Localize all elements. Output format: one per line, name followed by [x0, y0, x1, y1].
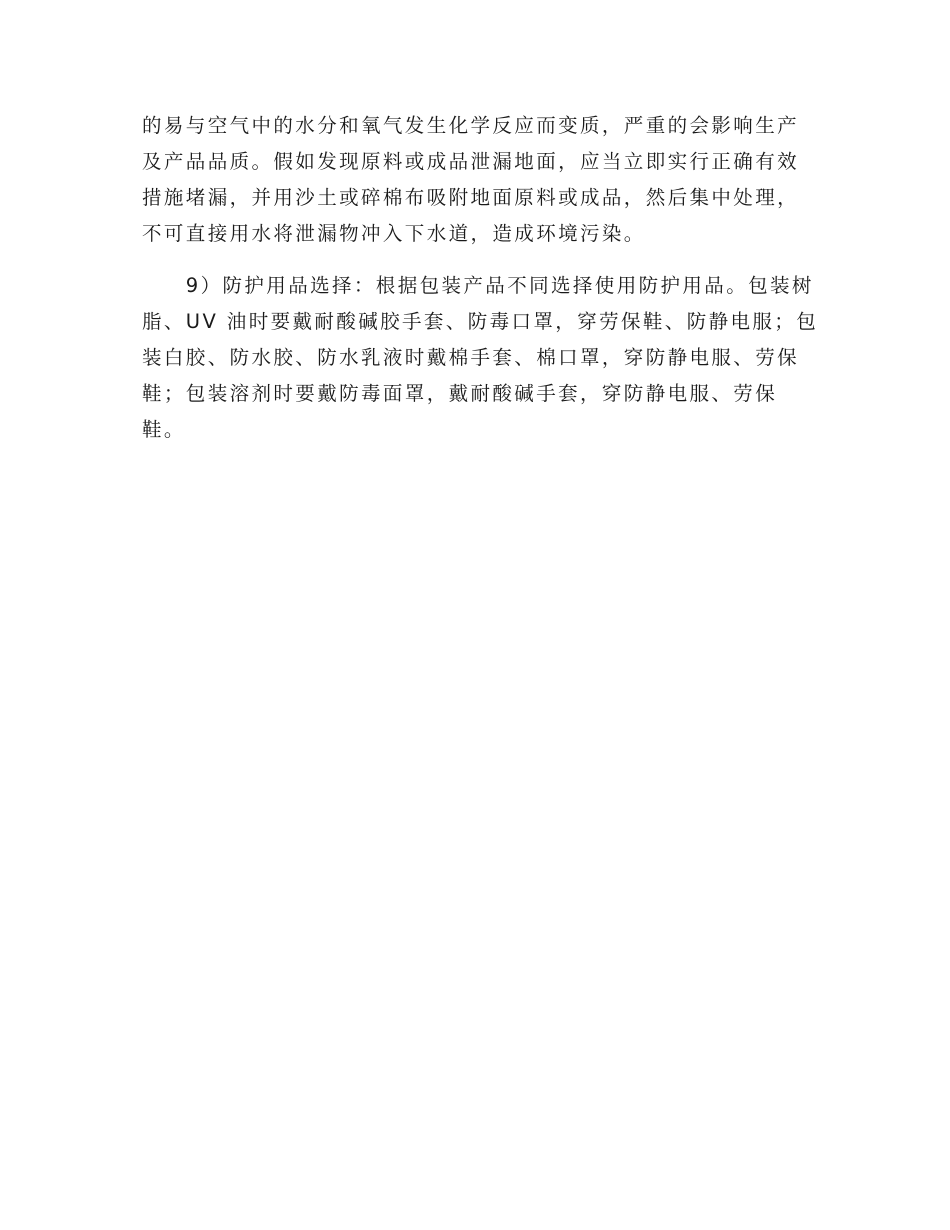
text-line: 措施堵漏，并用沙土或碎棉布吸附地面原料或成品，然后集中处理， [142, 186, 800, 209]
paragraph-spacer [142, 252, 808, 268]
document-body [142, 108, 819, 448]
text-line: 9）防护用品选择：根据包装产品不同选择使用防护用品。包装树 [142, 274, 814, 297]
text-line: 脂、UV 油时要戴耐酸碱胶手套、防毒口罩，穿劳保鞋、防静电服；包 [142, 310, 819, 333]
text-line: 不可直接用水将泄漏物冲入下水道，造成环境污染。 [142, 222, 646, 245]
text-line: 鞋。 [142, 418, 186, 441]
text-line: 装白胶、防水胶、防水乳液时戴棉手套、棉口罩，穿防静电服、劳保 [142, 346, 800, 369]
text-line: 及产品品质。假如发现原料或成品泄漏地面，应当立即实行正确有效 [142, 150, 800, 173]
paragraph-protective-equipment [142, 268, 819, 448]
paragraph-storage-leak [142, 108, 808, 252]
text-line: 的易与空气中的水分和氧气发生化学反应而变质，严重的会影响生产 [142, 114, 800, 137]
text-line: 鞋；包装溶剂时要戴防毒面罩，戴耐酸碱手套，穿防静电服、劳保 [142, 382, 778, 405]
